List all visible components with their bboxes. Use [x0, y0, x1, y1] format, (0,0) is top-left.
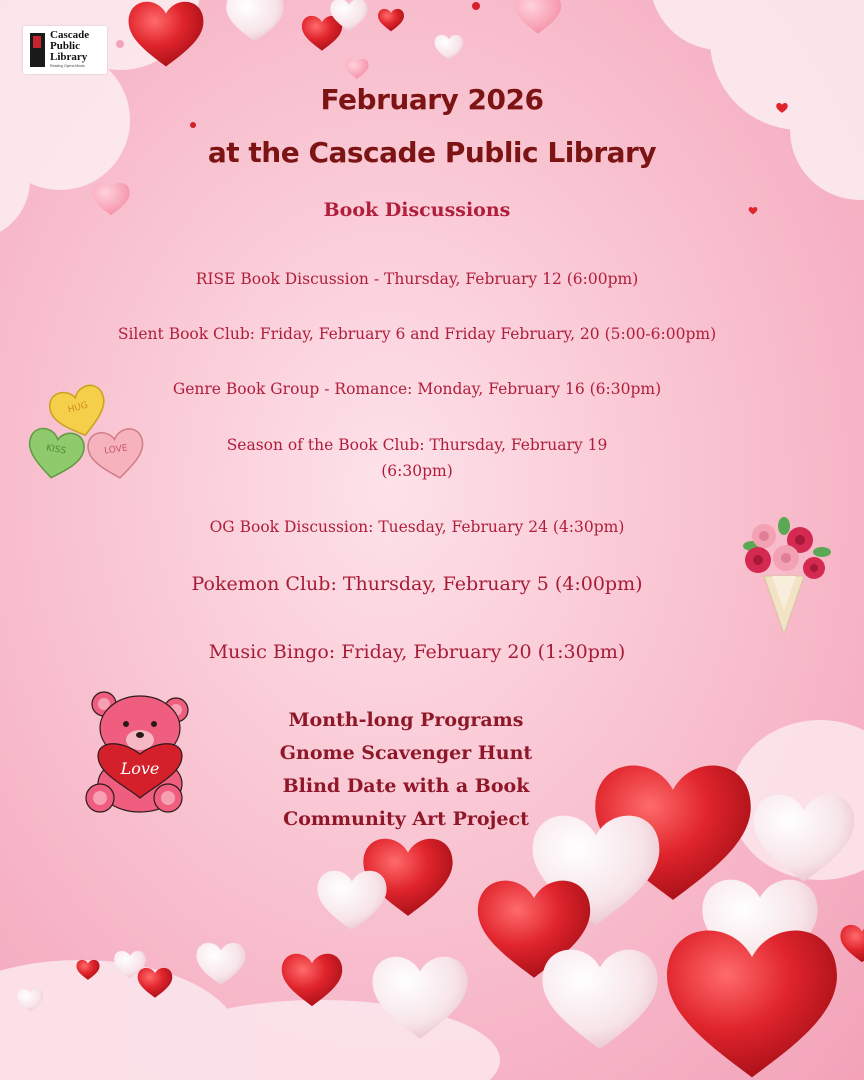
heart-icon [282, 954, 342, 1006]
heart-icon [435, 35, 464, 60]
event-item: Season of the Book Club: Thursday, February 19 [226, 436, 608, 454]
svg-text:KISS: KISS [45, 443, 67, 457]
logo-mark-icon [30, 33, 45, 67]
heart-icon [840, 925, 864, 962]
page-subtitle: at the Cascade Public Library [207, 136, 657, 169]
month-long-heading: Month-long Programs [288, 709, 524, 731]
event-item: Genre Book Group - Romance: Monday, February 16 (6:30pm) [172, 380, 662, 398]
month-long-programs [0, 704, 812, 836]
heart-icon [197, 943, 246, 985]
heart-icon [345, 59, 368, 79]
event-item: OG Book Discussion: Tuesday, February 24 (4:30pm) [209, 518, 625, 536]
event-item: Silent Book Club: Friday, February 6 and Friday February, 20 (5:00-6:00pm) [117, 325, 717, 343]
logo-tagline: Reading Opens Minds [50, 64, 85, 68]
month-long-item: Blind Date with a Book [282, 775, 530, 797]
event-item-continued: (6:30pm) [381, 462, 453, 480]
svg-text:Love: Love [120, 759, 160, 778]
heart-icon [226, 0, 284, 42]
book-discussions-heading: Book Discussions [323, 199, 511, 221]
pokemon-club-event: Pokemon Club: Thursday, February 5 (4:00pm) [191, 573, 643, 595]
heart-icon [317, 871, 386, 931]
music-bingo-event: Music Bingo: Friday, February 20 (1:30pm) [208, 641, 626, 663]
page-title: February 2026 [320, 83, 544, 116]
heart-icon [378, 9, 404, 31]
heart-icon [302, 16, 342, 51]
month-long-item: Community Art Project [283, 808, 529, 830]
library-logo [23, 26, 107, 74]
logo-name: Cascade Public Library [50, 29, 90, 63]
heart-icon [515, 0, 561, 34]
svg-text:HUG: HUG [66, 400, 90, 416]
month-long-item: Gnome Scavenger Hunt [279, 742, 533, 764]
heart-icon [542, 950, 657, 1050]
event-item: RISE Book Discussion - Thursday, February 12 (6:00pm) [195, 270, 639, 288]
svg-text:LOVE: LOVE [103, 443, 129, 457]
